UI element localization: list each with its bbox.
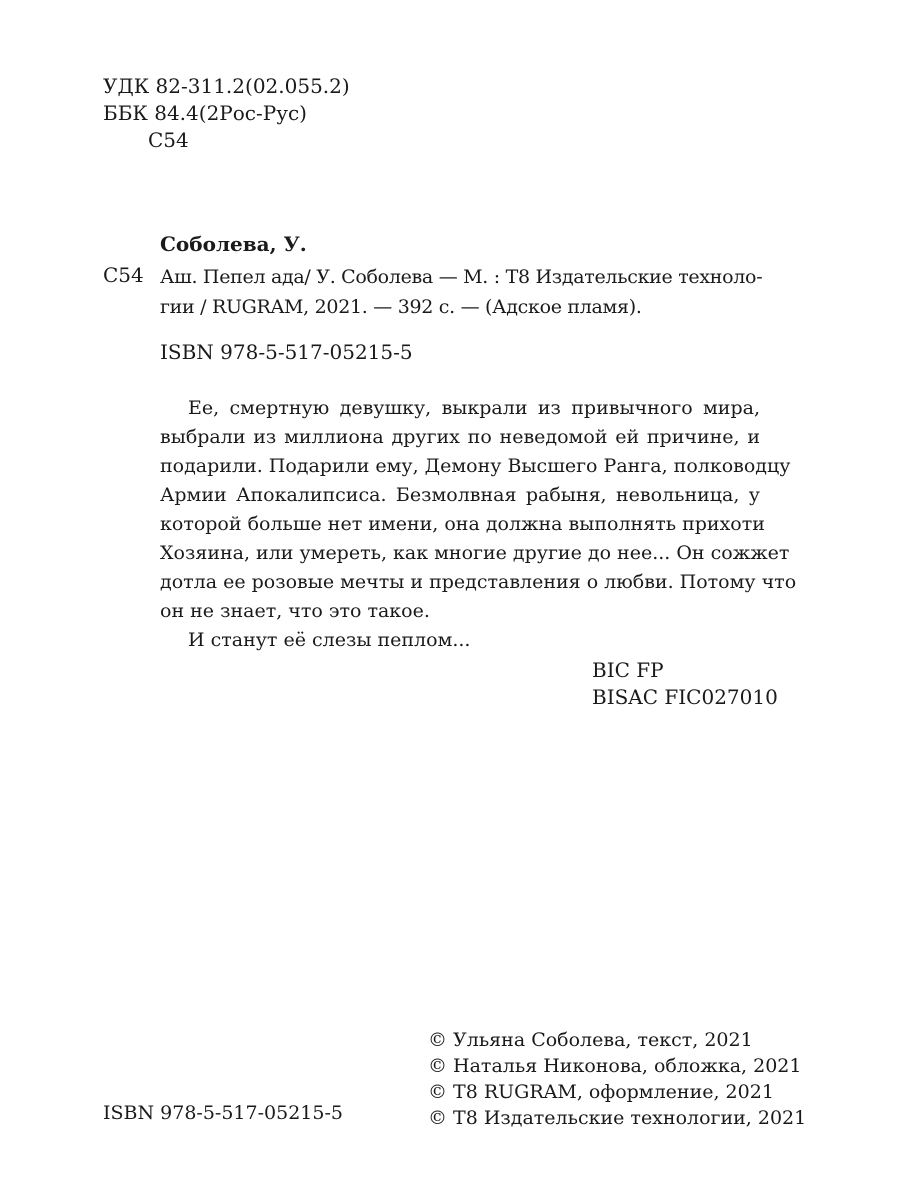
copyright-line: © Ульяна Соболева, текст, 2021 <box>428 1029 753 1051</box>
annotation-line: подарили. Подарили ему, Демону Высшего Ранга, полководцу <box>160 455 791 477</box>
bic-code: BIC FP <box>592 658 664 682</box>
author-mark-top: С54 <box>148 128 189 152</box>
annotation-line: выбрали из миллиона других по неведомой ей причине, и <box>160 426 760 448</box>
annotation-closing-line: И станут её слезы пеплом... <box>188 629 471 651</box>
annotation-line: которой больше нет имени, она должна выполнять прихоти <box>160 513 765 535</box>
isbn-record: ISBN 978-5-517-05215-5 <box>160 340 413 364</box>
bib-line-2: гии / RUGRAM, 2021. — 392 с. — (Адское пламя). <box>160 296 642 318</box>
annotation-line: Хозяина, или умереть, как многие другие до нее... Он сожжет <box>160 542 790 564</box>
annotation-line: дотла ее розовые мечты и представления о любви. Потому что <box>160 571 797 593</box>
copyright-notices <box>428 1027 806 1131</box>
annotation-line: Армии Апокалипсиса. Безмолвная рабыня, невольница, у <box>160 484 760 506</box>
udk-code: УДК 82-311.2(02.055.2) <box>103 74 350 98</box>
annotation-line: Ее, смертную девушку, выкрали из привычного мира, <box>188 397 760 419</box>
copyright-line: © Т8 RUGRAM, оформление, 2021 <box>428 1081 774 1103</box>
author-mark-side: С54 <box>103 263 144 287</box>
copyright-line: © Наталья Никонова, обложка, 2021 <box>428 1055 802 1077</box>
annotation-line: он не знает, что это такое. <box>160 600 430 622</box>
author-heading: Соболева, У. <box>160 232 307 256</box>
isbn-footer: ISBN 978-5-517-05215-5 <box>103 1102 343 1124</box>
bisac-code: BISAC FIC027010 <box>592 685 778 709</box>
bibliographic-description <box>160 262 763 322</box>
annotation <box>160 394 797 655</box>
bib-line-1: Аш. Пепел ада/ У. Соболева — М. : Т8 Издательские техноло- <box>160 266 763 288</box>
bbk-code: ББК 84.4(2Рос-Рус) <box>103 101 307 125</box>
copyright-line: © Т8 Издательские технологии, 2021 <box>428 1107 807 1129</box>
